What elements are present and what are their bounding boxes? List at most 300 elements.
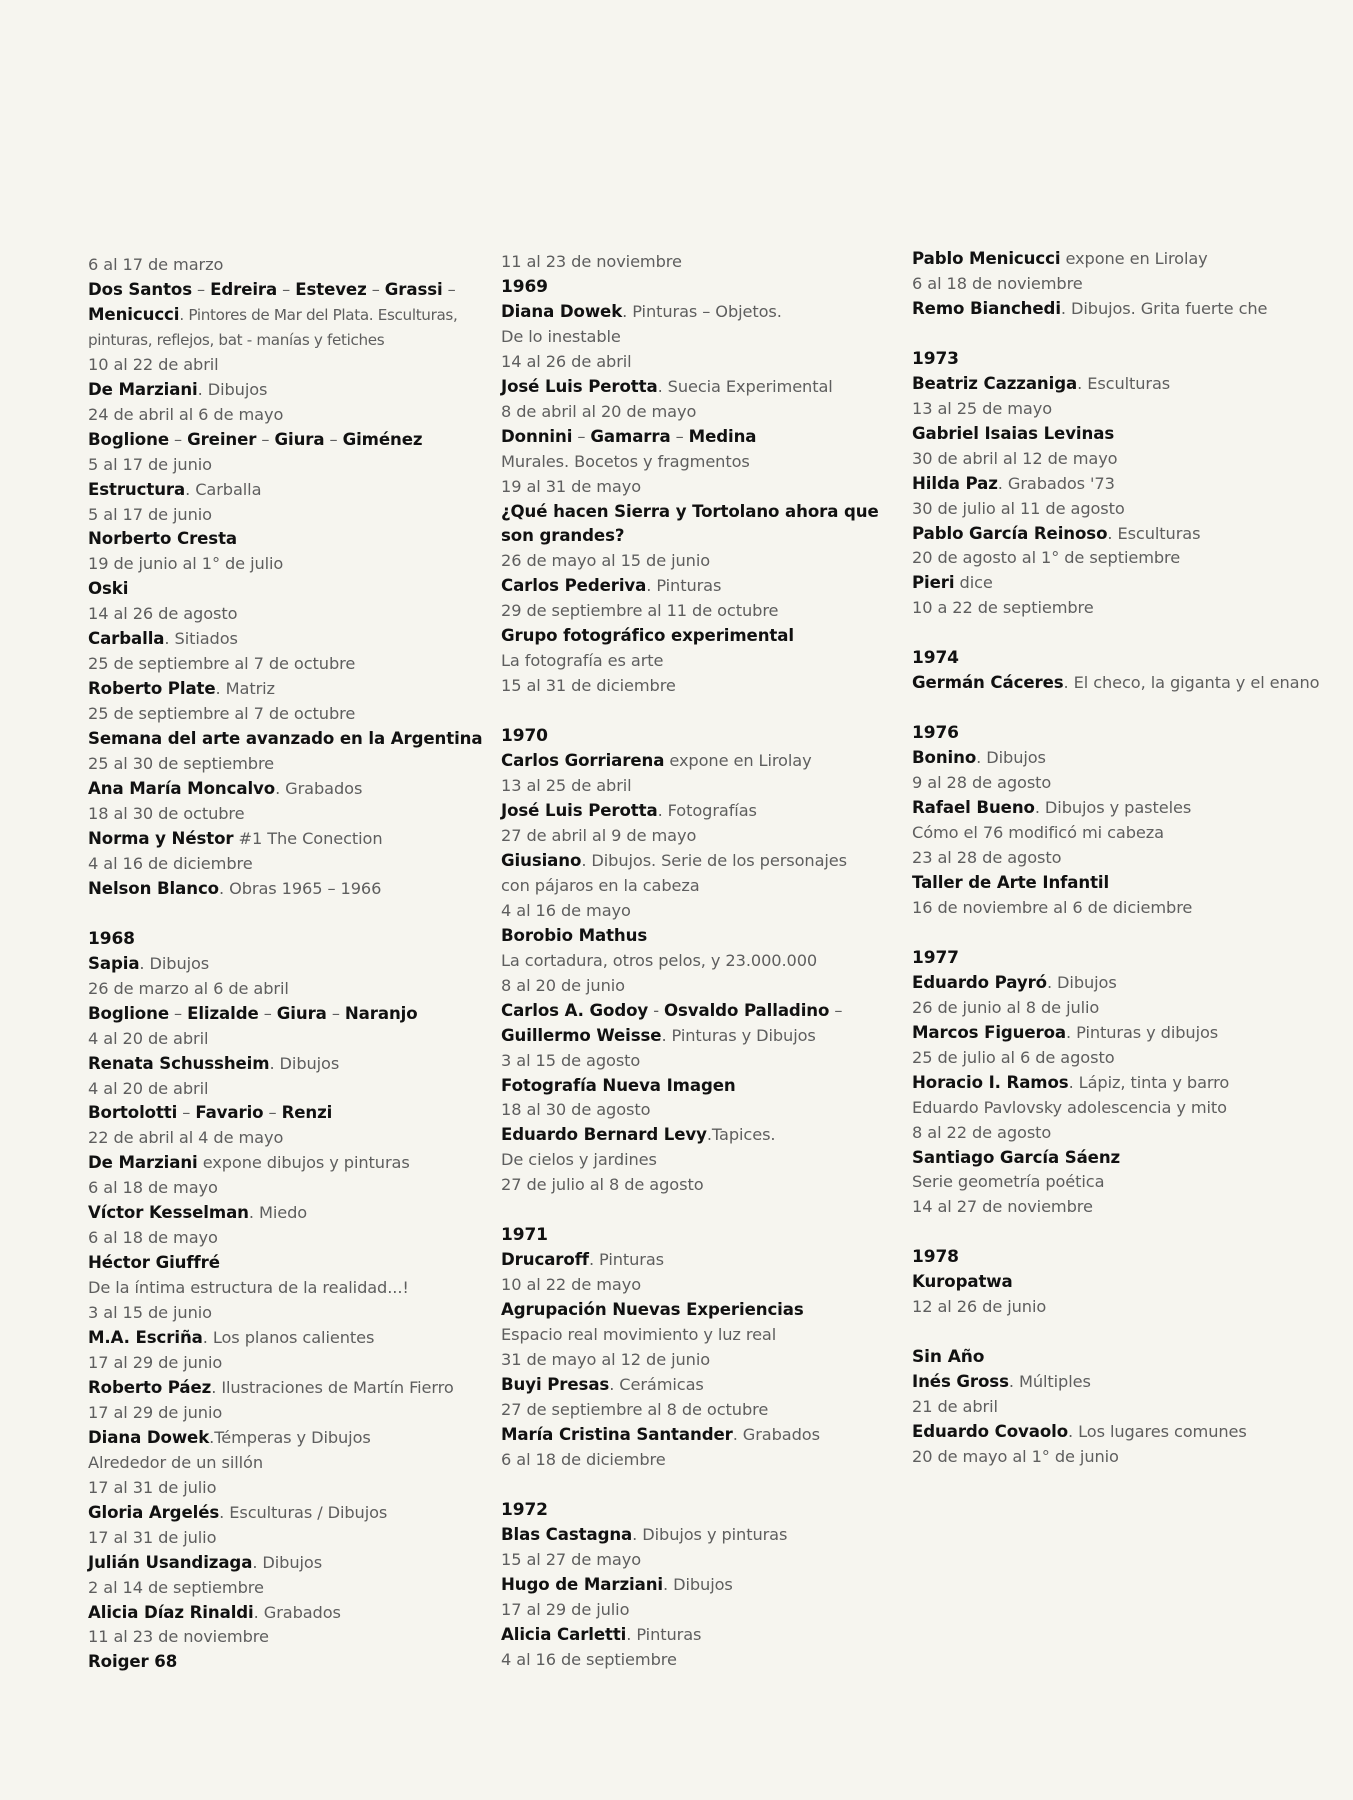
entry-detail: 4 al 16 de septiembre [501,1649,677,1669]
entry-detail: . Suecia Experimental [657,376,833,396]
entry-line [501,1074,901,1099]
artist-name: Roberto Páez [88,1377,212,1397]
artist-name: Grupo fotográfico experimental [501,626,794,646]
artist-name: Héctor Giuffré [88,1253,220,1273]
entry-line [501,974,901,999]
entry-detail: 3 al 15 de agosto [501,1050,641,1070]
entry-line [501,574,901,599]
entry-detail: Serie geometría poética [912,1172,1105,1192]
artist-name: Giusiano [501,850,582,870]
entry-detail: expone en Lirolay [664,751,812,771]
entry-line [912,1195,1332,1220]
entry-line [501,1323,901,1348]
entry-line [88,1650,488,1675]
entry-detail: Espacio real movimiento y luz real [501,1325,777,1345]
entry-line [912,871,1332,896]
entry-line [912,1096,1332,1121]
year-label: 1977 [912,947,959,968]
entry-detail: 30 de abril al 12 de mayo [912,448,1118,468]
section-gap [912,696,1332,721]
entry-detail: expone dibujos y pinturas [197,1153,410,1173]
artist-name: Pieri [912,573,955,593]
entry-line [88,1501,488,1526]
artist-name: Eduardo Payró [912,972,1047,992]
artist-name: Carlos Gorriarena [501,751,665,771]
entry-line [501,649,901,674]
entry-line [501,250,901,275]
entry-line [501,425,901,450]
section-gap [912,1320,1332,1345]
artist-name: Agrupación Nuevas Experiencias [501,1300,804,1320]
entry-detail: 4 al 16 de diciembre [88,853,253,873]
artist-name: Roiger 68 [88,1652,178,1672]
entry-detail: 9 al 28 de agosto [912,773,1052,793]
entry-detail: dice [954,573,993,593]
entry-line [88,1052,488,1077]
year-heading [501,724,901,749]
entry-detail: . Esculturas / Dibujos [219,1502,388,1522]
entry-detail: Alrededor de un sillón [88,1452,263,1472]
entry-detail: 20 de agosto al 1° de septiembre [912,548,1181,568]
entry-detail: 16 de noviembre al 6 de diciembre [912,897,1193,917]
entry-line [501,1024,901,1049]
entry-line [501,1398,901,1423]
artist-name: Grassi [384,279,443,299]
entry-line [912,1021,1332,1046]
entry-line [88,328,488,353]
entry-line [501,874,901,899]
year-heading [501,1498,901,1523]
entry-detail: 18 al 30 de octubre [88,803,245,823]
artist-name: Roberto Plate [88,679,216,699]
artist-name: Hugo de Marziani [501,1574,664,1594]
artist-name: Edreira [210,279,278,299]
entry-detail: Eduardo Pavlovsky adolescencia y mito [912,1097,1227,1117]
entry-line [88,1301,488,1326]
entry-detail: – [572,426,591,446]
year-label: 1972 [501,1499,548,1520]
artist-name: Dos Santos [88,279,192,299]
artist-name: Norberto Cresta [88,529,238,549]
entry-detail: . Dibujos [197,379,268,399]
entry-line [88,1251,488,1276]
entry-line [912,1046,1332,1071]
entry-line [912,796,1332,821]
artist-name: Taller de Arte Infantil [912,872,1110,892]
entry-line [501,375,901,400]
artist-name: Remo Bianchedi [912,298,1061,318]
entry-detail: pinturas, reflejos, bat - manías y fetiches [88,330,385,349]
entry-line [88,1226,488,1251]
entry-detail: . Esculturas [1107,523,1201,543]
entry-line [88,1176,488,1201]
entry-line [912,397,1332,422]
entry-detail: De lo inestable [501,326,621,346]
year-heading [501,275,901,300]
entry-detail: . Fotografías [657,801,757,821]
entry-detail: . Carballa [185,479,262,499]
entry-detail: - [648,1000,664,1020]
artist-name: Buyi Presas [501,1374,610,1394]
entry-detail: 6 al 17 de marzo [88,255,224,274]
entry-detail: – [258,1003,277,1023]
artist-name: ¿Qué hacen Sierra y Tortolano ahora que [501,501,879,521]
artist-name: Guillermo Weisse [501,1025,662,1045]
artist-name: Sapia [88,953,140,973]
entry-line [912,497,1332,522]
artist-name: Boglione [88,1003,169,1023]
entry-detail: 15 al 31 de diciembre [501,676,676,696]
entry-line [88,1476,488,1501]
entry-line [88,652,488,677]
artist-name: Hilda Paz [912,473,998,493]
entry-line [88,403,488,428]
entry-line [912,996,1332,1021]
entry-detail: – [168,429,188,449]
artist-name: Favario [195,1103,264,1123]
entry-detail: 17 al 31 de julio [88,1477,217,1497]
entry-detail: . Dibujos [139,953,210,973]
entry-detail: 17 al 29 de julio [501,1599,630,1619]
entry-line [88,877,488,902]
entry-detail: 17 al 29 de junio [88,1352,223,1372]
entry-detail: – [277,279,296,299]
year-heading [912,646,1332,671]
entry-line [88,1625,488,1650]
entry-detail: 17 al 29 de junio [88,1402,223,1422]
entry-line [88,503,488,528]
entry-line [912,372,1332,397]
entry-line [501,1123,901,1148]
entry-detail: – [829,1000,843,1020]
entry-line [501,475,901,500]
entry-line [912,297,1332,322]
entry-detail: . Pinturas [588,1250,665,1270]
artist-name: Drucaroff [501,1250,589,1270]
entry-line [88,777,488,802]
entry-line [501,1423,901,1448]
section-gap [501,1198,901,1223]
entry-detail: 24 de abril al 6 de mayo [88,404,284,424]
artist-name: Diana Dowek [501,301,623,321]
artist-name: Inés Gross [912,1372,1009,1392]
entry-detail: 4 al 16 de mayo [501,900,631,920]
entry-line [912,746,1332,771]
entry-line [501,500,901,525]
entry-detail: 8 de abril al 20 de mayo [501,401,697,421]
entry-line [88,253,488,278]
entry-detail: 6 al 18 de diciembre [501,1449,666,1469]
artist-name: Bonino [912,748,977,768]
entry-line [88,1151,488,1176]
entry-detail: 4 al 20 de abril [88,1028,209,1048]
entry-detail: 3 al 15 de junio [88,1303,212,1323]
year-label: 1971 [501,1225,548,1246]
entry-detail: . Dibujos [976,748,1046,768]
section-gap [912,621,1332,646]
entry-line [912,1121,1332,1146]
entry-line [88,1027,488,1052]
entry-detail: La cortadura, otros pelos, y 23.000.000 [501,950,818,970]
artist-name: Kuropatwa [912,1272,1013,1292]
entry-detail: 25 de julio al 6 de agosto [912,1047,1115,1067]
entry-detail: 13 al 25 de mayo [912,398,1053,418]
entry-detail: . Grabados '73 [997,473,1115,493]
entry-detail: – [256,429,275,449]
entry-line [88,478,488,503]
entry-line [501,1523,901,1548]
entry-line [912,422,1332,447]
artist-name: Ana María Moncalvo [88,779,276,799]
entry-detail: – [366,279,385,299]
entry-line [88,378,488,403]
entry-detail: 8 al 20 de junio [501,975,625,995]
entry-line [912,1420,1332,1445]
year-heading [912,347,1332,372]
artist-name: Renata Schussheim [88,1053,270,1073]
entry-line [501,1148,901,1173]
entry-line [88,1376,488,1401]
entry-line [88,303,488,328]
entry-line [501,799,901,824]
year-label: 1973 [912,348,959,369]
year-heading [912,721,1332,746]
entry-detail: . Pinturas y dibujos [1066,1022,1219,1042]
artist-name: Diana Dowek [88,1427,210,1447]
entry-line [912,447,1332,472]
artist-name: Bortolotti [88,1103,178,1123]
entry-line [501,1648,901,1673]
entry-line [88,1551,488,1576]
section-gap [501,1473,901,1498]
entry-line [501,1598,901,1623]
entry-line [912,596,1332,621]
entry-detail: 25 de septiembre al 7 de octubre [88,654,356,674]
entry-detail: . Los lugares comunes [1068,1422,1247,1442]
entry-line [912,522,1332,547]
entry-line [501,1098,901,1123]
entry-line [912,571,1332,596]
entry-detail: .Tapices. [706,1125,776,1145]
entry-line [912,1146,1332,1171]
entry-line [501,749,901,774]
entry-line [88,1201,488,1226]
entry-line [88,602,488,627]
artist-name: Menicucci [88,304,180,324]
entry-line [501,674,901,699]
entry-detail: 17 al 31 de julio [88,1527,217,1547]
entry-line [88,527,488,552]
entry-detail: – [324,429,343,449]
year-label: Sin Año [912,1347,985,1368]
entry-line [912,1395,1332,1420]
entry-detail: 19 de junio al 1° de julio [88,554,284,574]
entry-line [912,1170,1332,1195]
entry-detail: 21 de abril [912,1397,998,1417]
entry-line [501,1173,901,1198]
year-heading [88,927,488,952]
entry-detail: 11 al 23 de noviembre [501,252,682,271]
entry-detail: – [326,1003,345,1023]
artist-name: Estructura [88,479,186,499]
entry-line [88,1401,488,1426]
artist-name: Norma y Néstor [88,828,234,848]
entry-line [88,453,488,478]
entry-line [88,852,488,877]
artist-name: Elizalde [187,1003,259,1023]
year-label: 1976 [912,723,959,744]
year-heading [912,1345,1332,1370]
artist-name: M.A. Escriña [88,1328,203,1348]
artist-name: Estevez [295,279,367,299]
entry-line [88,1576,488,1601]
entry-line [501,1049,901,1074]
entry-line [912,546,1332,571]
entry-line [501,325,901,350]
entry-line [88,1276,488,1301]
entry-detail: . Grabados [732,1424,820,1444]
artist-name: Gloria Argelés [88,1502,220,1522]
entry-line [88,278,488,303]
year-label: 1974 [912,648,959,669]
entry-detail: 31 de mayo al 12 de junio [501,1350,711,1370]
entry-detail: 13 al 25 de abril [501,776,632,796]
entry-line [912,771,1332,796]
artist-name: Oski [88,579,129,599]
entry-line [912,472,1332,497]
artist-name: Gabriel Isaias Levinas [912,423,1115,443]
entry-line [88,1426,488,1451]
entry-detail: . Pinturas y Dibujos [661,1025,816,1045]
entry-line [501,624,901,649]
entry-line [501,999,901,1024]
year-label: 1968 [88,928,135,949]
entry-line [88,1451,488,1476]
artist-name: Renzi [281,1103,333,1123]
artist-name: Marcos Figueroa [912,1022,1067,1042]
entry-line [501,300,901,325]
entry-detail: 27 de abril al 9 de mayo [501,825,697,845]
entry-line [912,821,1332,846]
entry-line [88,1526,488,1551]
entry-detail: . Sitiados [164,629,238,649]
entry-line [912,1071,1332,1096]
entry-line [912,896,1332,921]
chronology-column-3 [912,247,1332,1470]
entry-detail: 10 a 22 de septiembre [912,598,1094,618]
entry-line [88,1326,488,1351]
entry-detail: . Dibujos. Serie de los personajes [581,850,847,870]
entry-line [88,677,488,702]
entry-detail: expone en Lirolay [1060,249,1208,268]
entry-detail: 12 al 26 de junio [912,1297,1047,1317]
entry-line [88,1601,488,1626]
entry-detail: 19 al 31 de mayo [501,476,642,496]
artist-name: Víctor Kesselman [88,1203,249,1223]
entry-detail: 25 al 30 de septiembre [88,754,275,774]
entry-detail: . Matriz [215,679,275,699]
chronology-column-1 [88,253,488,1675]
entry-detail: 4 al 20 de abril [88,1078,209,1098]
entry-line [501,599,901,624]
entry-detail: Cómo el 76 modificó mi cabeza [912,823,1164,843]
entry-line [88,1077,488,1102]
entry-line [501,524,901,549]
entry-detail: . Dibujos [269,1053,340,1073]
artist-name: Carlos A. Godoy [501,1000,649,1020]
year-heading [912,1245,1332,1270]
entry-line [912,272,1332,297]
entry-detail: 22 de abril al 4 de mayo [88,1128,284,1148]
entry-detail: con pájaros en la cabeza [501,875,700,895]
entry-detail: . Pinturas [646,576,722,596]
entry-detail: #1 The Conection [233,828,383,848]
entry-line [501,350,901,375]
entry-line [501,1623,901,1648]
entry-detail: 30 de julio al 11 de agosto [912,498,1125,518]
entry-line [88,977,488,1002]
entry-detail: 25 de septiembre al 7 de octubre [88,704,356,724]
entry-line [88,353,488,378]
section-gap [501,699,901,724]
entry-detail: La fotografía es arte [501,651,664,671]
entry-detail: – [263,1103,282,1123]
artist-name: Borobio Mathus [501,925,648,945]
artist-name: Semana del arte avanzado en la Argentina [88,729,483,749]
entry-detail: 6 al 18 de noviembre [912,273,1083,293]
entry-detail: . Pinturas [626,1624,702,1644]
artist-name: Alicia Díaz Rinaldi [88,1602,254,1622]
entry-detail: . Pinturas – Objetos. [622,301,782,321]
entry-detail: – [670,426,689,446]
artist-name: Boglione [88,429,169,449]
entry-line [88,577,488,602]
entry-detail: 23 al 28 de agosto [912,848,1062,868]
artist-name: Beatriz Cazzaniga [912,373,1078,393]
artist-name: Eduardo Bernard Levy [501,1125,707,1145]
entry-line [912,1445,1332,1470]
entry-line [88,1002,488,1027]
artist-name: Carlos Pederiva [501,576,647,596]
artist-name: Pablo Menicucci [912,249,1061,268]
entry-detail: Murales. Bocetos y fragmentos [501,451,750,471]
entry-detail: 8 al 22 de agosto [912,1122,1052,1142]
entry-detail: . Miedo [248,1203,308,1223]
entry-detail: . Esculturas [1077,373,1171,393]
artist-name: Medina [688,426,757,446]
entry-detail: . Dibujos. Grita fuerte che [1060,298,1268,318]
entry-detail: 14 al 27 de noviembre [912,1197,1093,1217]
entry-line [88,627,488,652]
section-gap [912,921,1332,946]
entry-line [501,1348,901,1373]
artist-name: José Luis Perotta [501,801,658,821]
year-heading [501,1223,901,1248]
entry-detail: 20 de mayo al 1° de junio [912,1447,1119,1467]
artist-name: Fotografía Nueva Imagen [501,1075,736,1095]
entry-line [501,774,901,799]
entry-line [912,247,1332,272]
entry-line [88,752,488,777]
entry-detail: 18 al 30 de agosto [501,1100,651,1120]
entry-detail: 6 al 18 de mayo [88,1178,218,1198]
entry-detail: . Obras 1965 – 1966 [218,878,382,898]
entry-line [88,1351,488,1376]
entry-detail: 14 al 26 de abril [501,351,632,371]
entry-detail: De cielos y jardines [501,1150,657,1170]
artist-name: Naranjo [344,1003,418,1023]
entry-line [88,552,488,577]
